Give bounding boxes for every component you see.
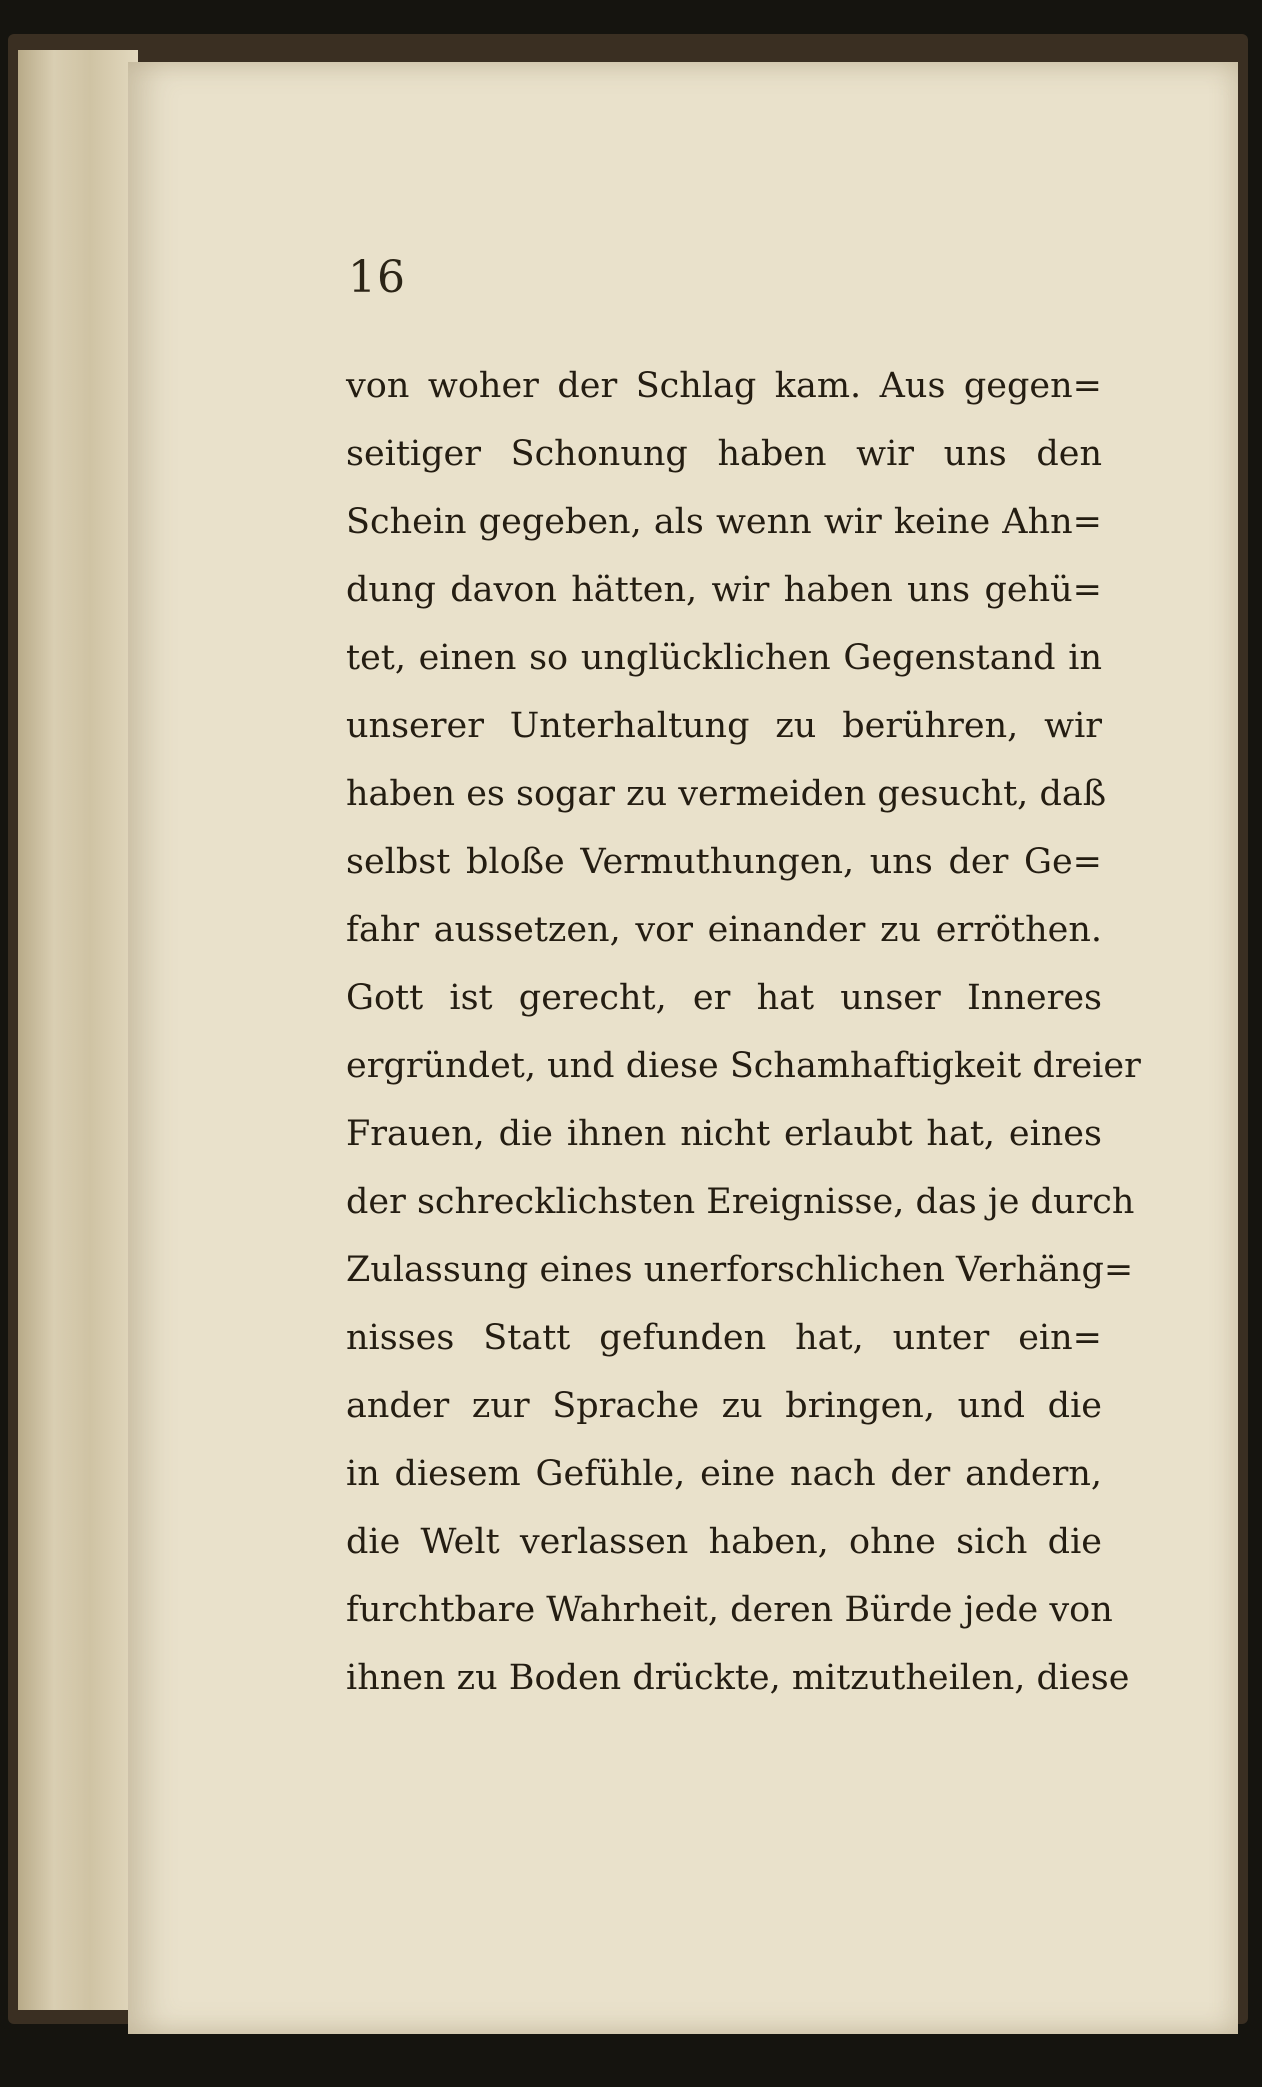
text-line: seitiger Schonung haben wir uns den <box>346 434 1102 474</box>
page-stack-edges <box>18 50 138 2010</box>
text-line: nisses Statt gefunden hat, unter ein= <box>346 1318 1102 1358</box>
text-line: unserer Unterhaltung zu berühren, wir <box>346 706 1102 746</box>
text-line: in diesem Gefühle, eine nach der andern, <box>346 1454 1102 1494</box>
page-text-body <box>346 352 1141 1712</box>
text-line: tet, einen so unglücklichen Gegenstand in <box>346 638 1102 678</box>
text-line: furchtbare Wahrheit, deren Bürde jede von <box>346 1590 1113 1630</box>
text-line: Frauen, die ihnen nicht erlaubt hat, eines <box>346 1114 1102 1154</box>
text-line: ergründet, und diese Schamhaftigkeit dreier <box>346 1046 1141 1086</box>
text-line: Zulassung eines unerforschlichen Verhäng= <box>346 1250 1134 1290</box>
text-line: ihnen zu Boden drückte, mitzutheilen, diese <box>346 1658 1130 1698</box>
text-line: fahr aussetzen, vor einander zu erröthen. <box>346 910 1102 950</box>
text-line: die Welt verlassen haben, ohne sich die <box>346 1522 1102 1562</box>
text-line: haben es sogar zu vermeiden gesucht, daß <box>346 774 1107 814</box>
text-line: dung davon hätten, wir haben uns gehü= <box>346 570 1102 610</box>
text-line: Gott ist gerecht, er hat unser Inneres <box>346 978 1102 1018</box>
text-line: Schein gegeben, als wenn wir keine Ahn= <box>346 502 1102 542</box>
text-line: von woher der Schlag kam. Aus gegen= <box>346 366 1102 406</box>
text-line: selbst bloße Vermuthungen, uns der Ge= <box>346 842 1102 882</box>
text-line: ander zur Sprache zu bringen, und die <box>346 1386 1102 1426</box>
text-line: der schrecklichsten Ereignisse, das je durch <box>346 1182 1135 1222</box>
page-number: 16 <box>348 252 406 303</box>
